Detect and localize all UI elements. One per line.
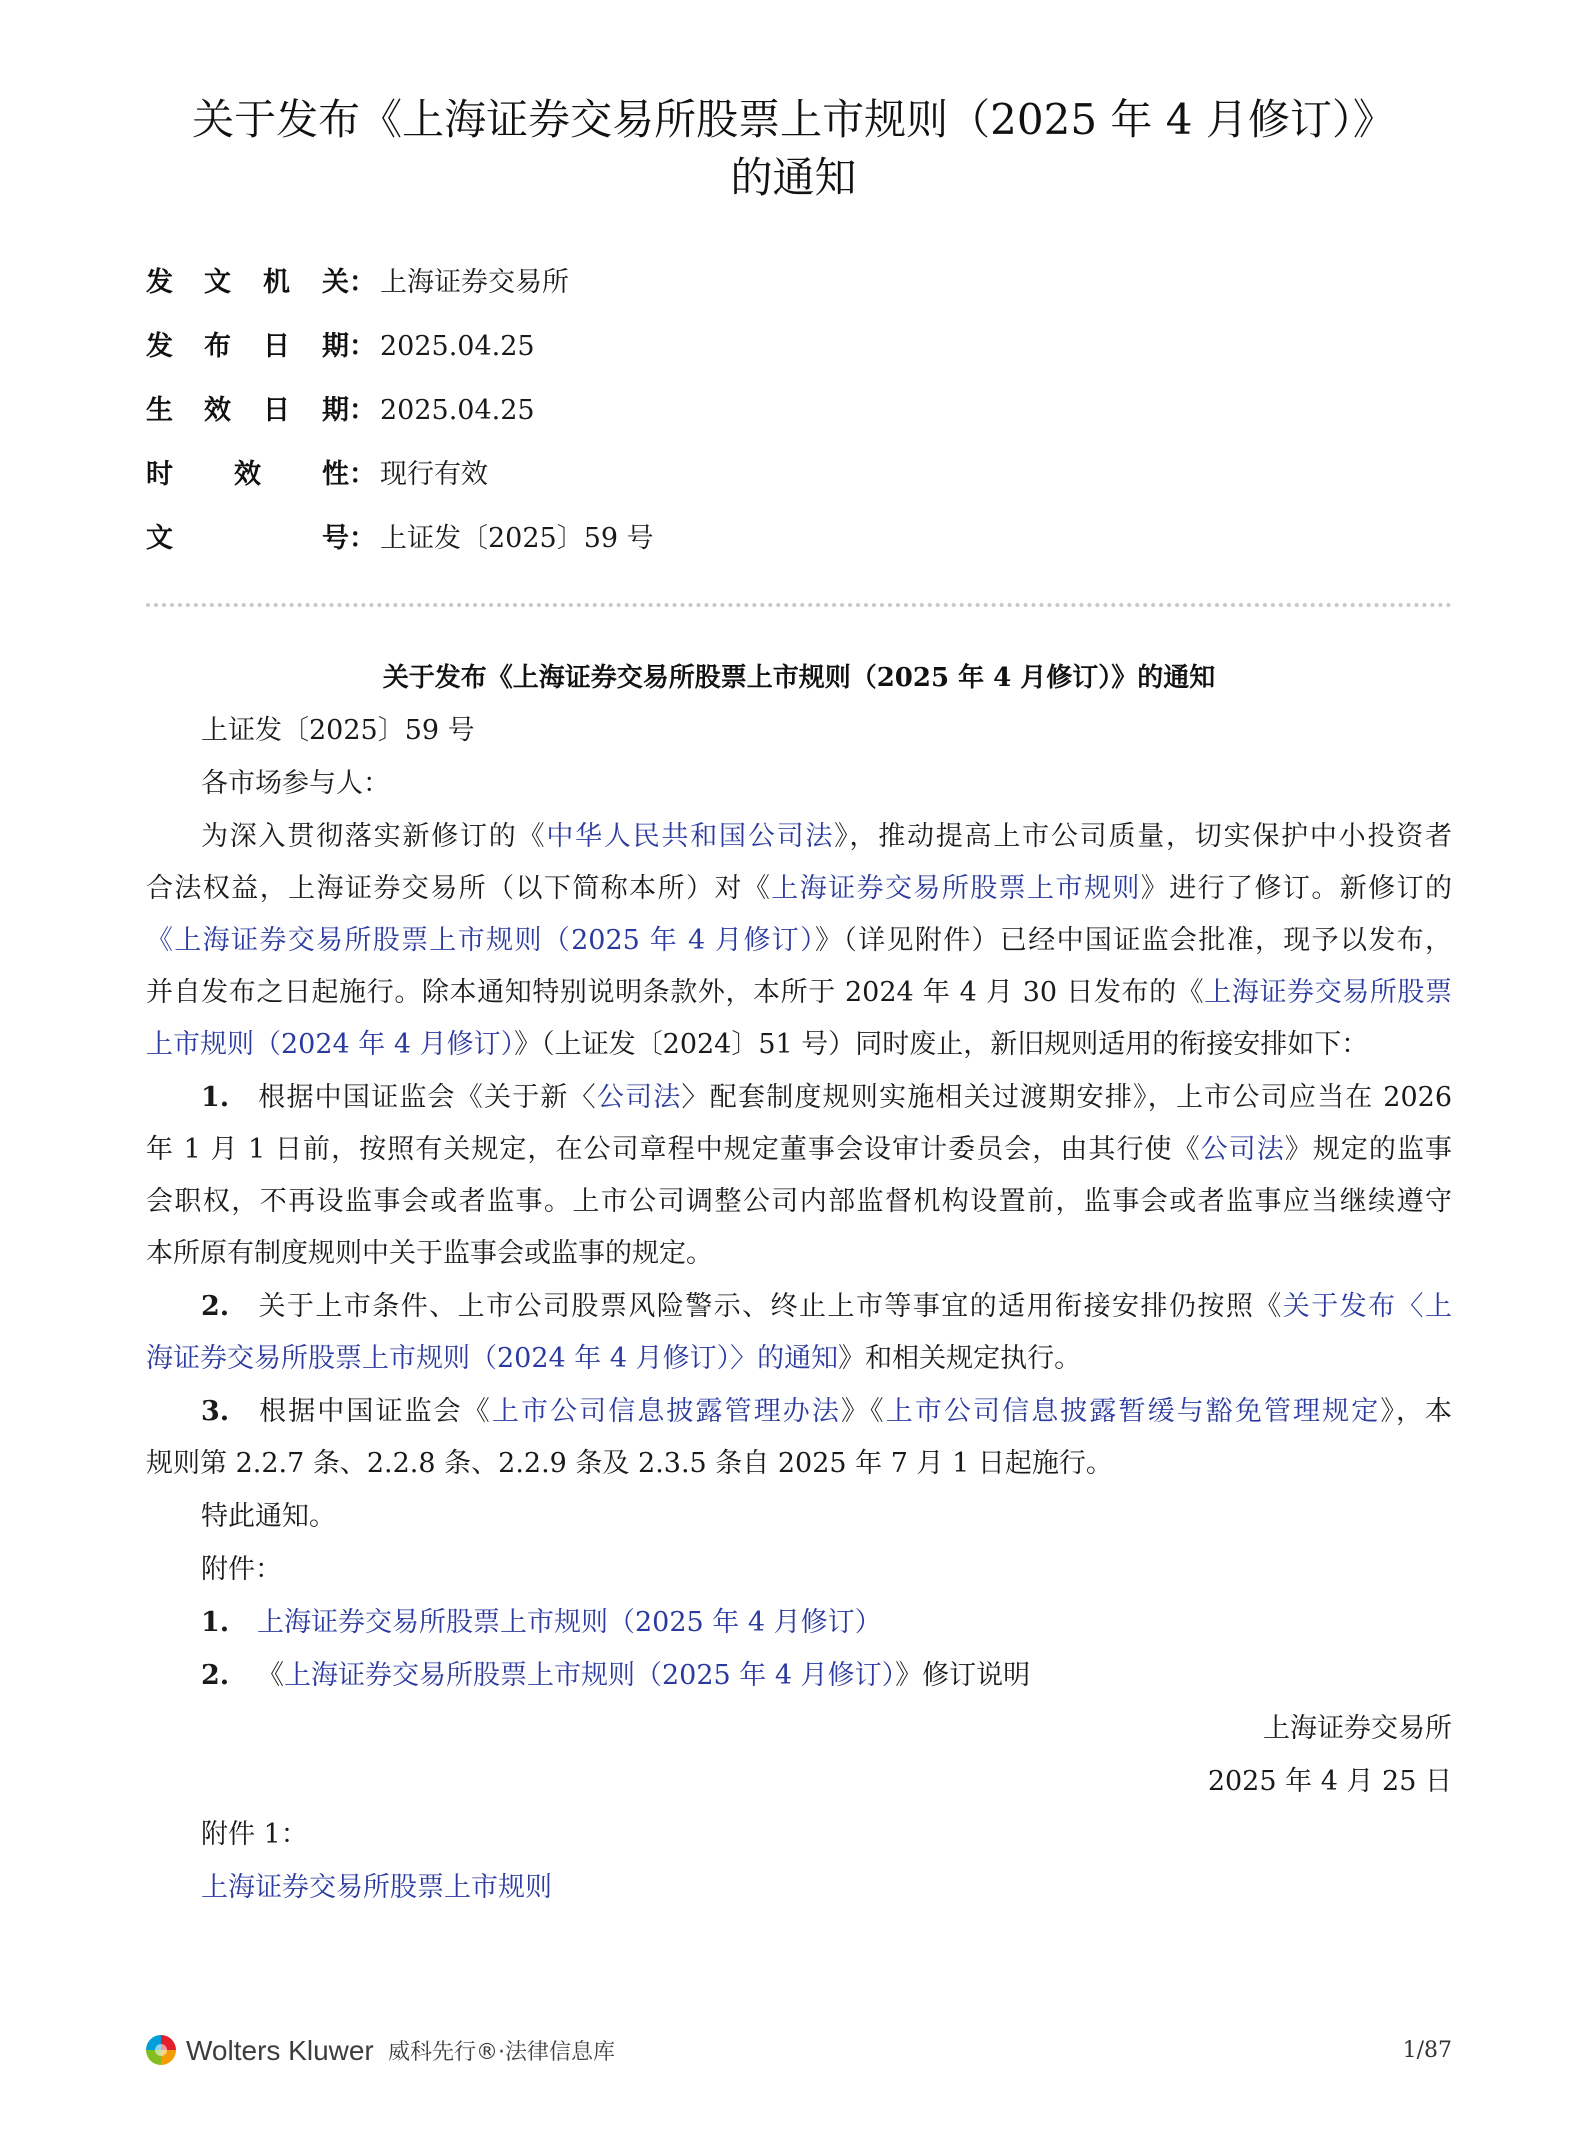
text-run: 》，本 bbox=[1380, 1396, 1453, 1427]
paragraph-line bbox=[146, 1339, 1081, 1379]
page-title-continued: 的通知 bbox=[730, 153, 857, 202]
text-run: 》（上证发〔2024〕51 号）同时废止，新旧规则适用的衔接安排如下： bbox=[514, 1029, 1369, 1060]
text-run: 《 bbox=[146, 925, 175, 956]
label-char: 时 bbox=[146, 459, 173, 490]
text-run: 》（详见附件）已经中国证监会批准，现予以发布， bbox=[815, 925, 1453, 956]
link-annex-rules[interactable]: 上海证券交易所股票上市规则 bbox=[201, 1872, 552, 1903]
attachment-item-2 bbox=[201, 1656, 1030, 1696]
annex-label: 附件 1： bbox=[201, 1819, 308, 1850]
text-run: 》修订说明 bbox=[895, 1660, 1031, 1691]
text-run: 》规定的监事 bbox=[1284, 1134, 1453, 1165]
text-run: 》进行了修订。新修订的 bbox=[1140, 873, 1453, 904]
signature-date: 2025 年 4 月 25 日 bbox=[1207, 1766, 1452, 1797]
meta-value: 上海证券交易所 bbox=[380, 267, 569, 298]
label-char: 布 bbox=[204, 331, 231, 362]
paragraph-line: 规则第 2.2.7 条、2.2.8 条、2.2.9 条及 2.3.5 条自 2025 年 7 月 1 日起施行。 bbox=[146, 1448, 1113, 1479]
closing-text: 特此通知。 bbox=[201, 1501, 336, 1532]
link-listing-rules-2024[interactable]: 上海证券交易所股票 bbox=[1204, 977, 1453, 1008]
brand-name: Wolters Kluwer bbox=[186, 2035, 374, 2066]
paragraph-line: 会职权，不再设监事会或者监事。上市公司调整公司内部监督机构设置前，监事会或者监事应当继续遵守 bbox=[146, 1186, 1452, 1217]
label-char: 期： bbox=[322, 395, 376, 426]
wolters-kluwer-logo-icon bbox=[146, 2035, 176, 2065]
link-notice-2024-cont[interactable]: 海证券交易所股票上市规则（2024 年 4 月修订）〉的通知 bbox=[146, 1343, 839, 1374]
link-disclosure-measures[interactable]: 上市公司信息披露管理办法 bbox=[491, 1396, 842, 1427]
label-char: 性： bbox=[322, 459, 376, 490]
meta-value: 2025.04.25 bbox=[380, 395, 535, 426]
label-char: 发 bbox=[146, 267, 173, 298]
item-number: 2. bbox=[201, 1291, 230, 1322]
list-item-2 bbox=[201, 1287, 1452, 1327]
text-run: 根据中国证监会《关于新〈 bbox=[257, 1082, 597, 1113]
label-char: 日 bbox=[263, 331, 290, 362]
notice-heading: 关于发布《上海证券交易所股票上市规则（2025 年 4 月修订）》的通知 bbox=[382, 663, 1216, 693]
list-item-1 bbox=[201, 1078, 1452, 1118]
label-char: 期： bbox=[322, 331, 376, 362]
salutation: 各市场参与人： bbox=[201, 768, 390, 799]
meta-value: 现行有效 bbox=[380, 459, 488, 490]
label-char: 效 bbox=[204, 395, 231, 426]
label-char: 号： bbox=[322, 523, 376, 554]
page-number: 1/87 bbox=[1402, 2038, 1452, 2063]
text-run: 关于上市条件、上市公司股票风险警示、终止上市等事宜的适用衔接安排仍按照《 bbox=[257, 1291, 1283, 1322]
text-run: 为深入贯彻落实新修订的《 bbox=[201, 821, 547, 852]
link-attachment-2[interactable]: 上海证券交易所股票上市规则（2025 年 4 月修订） bbox=[284, 1660, 896, 1691]
text-run: 根据中国证监会《 bbox=[257, 1396, 492, 1427]
link-company-law[interactable]: 中华人民共和国公司法 bbox=[546, 821, 835, 852]
link-disclosure-deferral-rules[interactable]: 上市公司信息披露暂缓与豁免管理规定 bbox=[885, 1396, 1381, 1427]
label-char: 机 bbox=[263, 267, 290, 298]
link-company-law[interactable]: 公司法 bbox=[596, 1082, 682, 1113]
paragraph-line bbox=[146, 921, 1452, 961]
text-run: 》和相关规定执行。 bbox=[838, 1343, 1082, 1374]
link-listing-rules-2025[interactable]: 上海证券交易所股票上市规则（2025 年 4 月修订） bbox=[174, 925, 815, 956]
page-title: 关于发布《上海证券交易所股票上市规则（2025 年 4 月修订）》 bbox=[192, 95, 1395, 144]
paragraph-line bbox=[146, 973, 1452, 1013]
item-number: 3. bbox=[201, 1396, 230, 1427]
label-char: 文 bbox=[146, 523, 173, 554]
link-attachment-1[interactable]: 上海证券交易所股票上市规则（2025 年 4 月修订） bbox=[257, 1607, 882, 1638]
paragraph-line bbox=[146, 1130, 1452, 1170]
text-run: 年 1 月 1 日前，按照有关规定，在公司章程中规定董事会设审计委员会，由其行使《 bbox=[146, 1134, 1201, 1165]
paragraph-line bbox=[201, 817, 1452, 857]
label-char: 发 bbox=[146, 331, 173, 362]
text-run: 》《 bbox=[841, 1396, 886, 1427]
link-listing-rules[interactable]: 上海证券交易所股票上市规则 bbox=[771, 873, 1141, 904]
item-number: 1. bbox=[201, 1607, 230, 1638]
label-char: 文 bbox=[204, 267, 231, 298]
paragraph-line bbox=[146, 869, 1452, 909]
item-number: 1. bbox=[201, 1082, 230, 1113]
text-run: 〉配套制度规则实施相关过渡期安排》，上市公司应当在 2026 bbox=[681, 1082, 1453, 1113]
meta-value: 上证发〔2025〕59 号 bbox=[380, 523, 654, 554]
label-char: 生 bbox=[146, 395, 173, 426]
item-number: 2. bbox=[201, 1660, 230, 1691]
paragraph-line bbox=[146, 1025, 1368, 1065]
signature: 上海证券交易所 bbox=[1263, 1713, 1452, 1744]
link-listing-rules-2024-cont[interactable]: 上市规则（2024 年 4 月修订） bbox=[146, 1029, 515, 1060]
text-run: 》，推动提高上市公司质量，切实保护中小投资者 bbox=[834, 821, 1453, 852]
paragraph-line: 本所原有制度规则中关于监事会或监事的规定。 bbox=[146, 1238, 713, 1269]
text-run: 合法权益，上海证券交易所（以下简称本所）对《 bbox=[146, 873, 772, 904]
label-char: 日 bbox=[263, 395, 290, 426]
attachments-label: 附件： bbox=[201, 1554, 282, 1585]
label-char: 效 bbox=[234, 459, 261, 490]
list-item-3 bbox=[201, 1392, 1452, 1432]
link-company-law[interactable]: 公司法 bbox=[1200, 1134, 1285, 1165]
annex-link-wrapper bbox=[201, 1868, 552, 1908]
brand-subtitle: 威科先行®·法律信息库 bbox=[388, 2040, 615, 2065]
attachment-item-1 bbox=[201, 1603, 882, 1643]
meta-value: 2025.04.25 bbox=[380, 331, 535, 362]
label-char: 关： bbox=[322, 267, 376, 298]
dotted-divider bbox=[146, 603, 1452, 607]
text-run: 并自发布之日起施行。除本通知特别说明条款外，本所于 2024 年 4 月 30 日发布的《 bbox=[146, 977, 1205, 1008]
link-notice-2024[interactable]: 关于发布〈上 bbox=[1282, 1291, 1453, 1322]
text-run: 《 bbox=[257, 1660, 284, 1691]
doc-number: 上证发〔2025〕59 号 bbox=[201, 715, 475, 746]
